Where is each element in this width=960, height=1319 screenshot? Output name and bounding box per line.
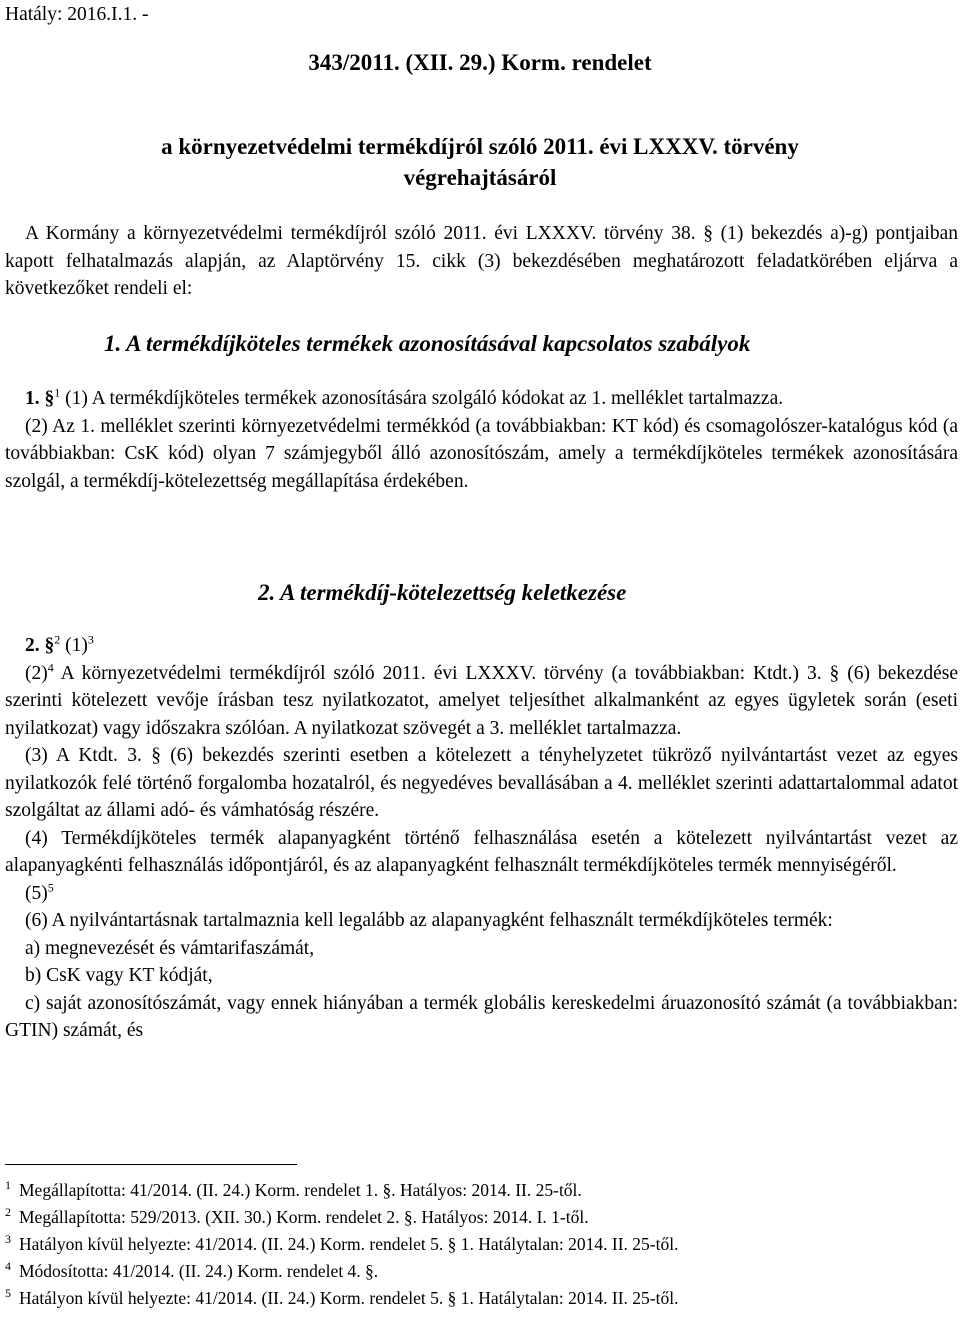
section-2-title: 2. A termékdíj-kötelezettség keletkezése [258,580,627,605]
paragraph-number: 2. [25,635,40,656]
paragraph-2-subsection-1 [5,632,958,660]
footnote-number: 1 [5,1178,11,1193]
footnote-text: Hatályon kívül helyezte: 41/2014. (II. 24.) Korm. rendelet 5. § 1. Hatálytalan: 2014. II. 25-től. [19,1234,679,1254]
paragraph-1-subsection-1 [5,385,958,413]
subsection-label: (5) [25,882,48,904]
paragraph-2-subsection-6: (6) A nyilvántartásnak tartalmaznia kell legalább az alapanyagként felhasznált termékdíjköteles termék: [25,910,833,931]
effective-date-header: Hatály: 2016.I.1. - [5,4,149,25]
section-1-title: 1. A termékdíjköteles termékek azonosításával kapcsolatos szabályok [104,331,751,356]
footnote-ref[interactable]: 4 [47,660,54,674]
footnote [5,1261,378,1282]
preamble-text: A Kormány a környezetvédelmi termékdíjról szóló 2011. évi LXXXV. törvény 38. § (1) bekezdés a)-g) pontjaiban kapott felhatalmazás alapján, az Alaptörvény 15. cikk (3) bekezdésében meghatározott feladatkörében eljárva a következőket rendeli el: [5,223,958,299]
paragraph-1-subsection-2: (2) Az 1. melléklet szerinti környezetvédelmi termékkód (a továbbiakban: KT kód) és csomagolószer-katalógus kód (a továbbiakban: CsK kód) olyan 7 számjegyből álló azonosítószám, amely a termékdíjköteles termékek azonosítására szolgál, a termékdíj-kötelezettség megállapítása érdekében. [5,415,958,492]
footnote-text: Hatályon kívül helyezte: 41/2014. (II. 24.) Korm. rendelet 5. § 1. Hatálytalan: 2014. II. 25-től. [19,1288,679,1308]
decree-subtitle-line2: végrehajtásáról [403,165,557,190]
paragraph-number: 1. [25,388,40,409]
preamble [5,220,958,303]
subsection-text: A környezetvédelmi termékdíjról szóló 2011. évi LXXXV. törvény (a továbbiakban: Ktdt.) 3. § (6) bekezdése szerinti kötelezett vevője írásban tesz nyilatkozatot, amelyet teljesíthet alkalmanként az egyes ügyletek során (eseti nyilatkozat) vagy időszakra szólóan. A nyilatkozat szövegét a 3. melléklet tartalmazza. [5,662,959,739]
paragraph-2-subsection-2 [5,660,958,743]
list-item-b: b) CsK vagy KT kódját, [25,965,213,986]
footnote [5,1207,589,1228]
footnote [5,1234,678,1255]
footnote-text: Megállapította: 529/2013. (XII. 30.) Korm. rendelet 2. §. Hatályos: 2014. I. 1-től. [19,1207,589,1227]
footnote-text: Módosította: 41/2014. (II. 24.) Korm. rendelet 4. §. [19,1261,379,1281]
footnote-ref[interactable]: 5 [47,880,54,894]
footnote [5,1288,678,1309]
footnote-ref[interactable]: 3 [87,632,94,647]
footnote-ref[interactable]: 2 [54,632,61,647]
decree-title: 343/2011. (XII. 29.) Korm. rendelet [308,50,652,75]
footnote-number: 3 [5,1232,11,1247]
list-item-c: c) saját azonosítószámát, vagy ennek hiányában a termék globális kereskedelmi áruazonosító számát (a továbbiakban: GTIN) számát, és [5,992,958,1041]
footnote-ref[interactable]: 1 [54,385,61,400]
paragraph-2 [5,632,958,1045]
section-sign: § [44,635,55,656]
decree-subtitle-line1: a környezetvédelmi termékdíjról szóló 2011. évi LXXXV. törvény [161,134,799,159]
list-item-a: a) megnevezését és vámtarifaszámát, [25,937,315,959]
section-sign: § [44,388,55,409]
footnote-number: 2 [5,1205,11,1220]
paragraph-2-subsection-5 [5,880,958,908]
paragraph-2-subsection-3: (3) A Ktdt. 3. § (6) bekezdés szerinti esetben a kötelezett a tényhelyzetet tükröző nyilvántartást vezet az egyes nyilatkozók felé történő forgalomba hozatalról, és negyedéves bevallásában a 4. melléklet szerinti adattartalommal adatot szolgáltat az állami adó- és vámhatóság részére. [5,745,958,821]
paragraph-1 [5,385,958,495]
footnote-number: 5 [5,1286,11,1301]
footnote [5,1180,582,1201]
subsection-label: (1) [65,635,88,656]
footnote-separator [5,1164,297,1165]
footnote-number: 4 [5,1259,11,1274]
subsection-text: (1) A termékdíjköteles termékek azonosítására szolgáló kódokat az 1. melléklet tartalmazza. [65,388,784,409]
paragraph-2-subsection-4: (4) Termékdíjköteles termék alapanyagként történő felhasználása esetén a kötelezett nyilvántartást vezet az alapanyagkénti felhasználás időpontjáról, és az alapanyagként felhasznált termékdíjköteles termék mennyiségéről. [5,827,958,876]
footnote-text: Megállapította: 41/2014. (II. 24.) Korm. rendelet 1. §. Hatályos: 2014. II. 25-től. [19,1180,582,1200]
subsection-label: (2) [25,662,48,684]
